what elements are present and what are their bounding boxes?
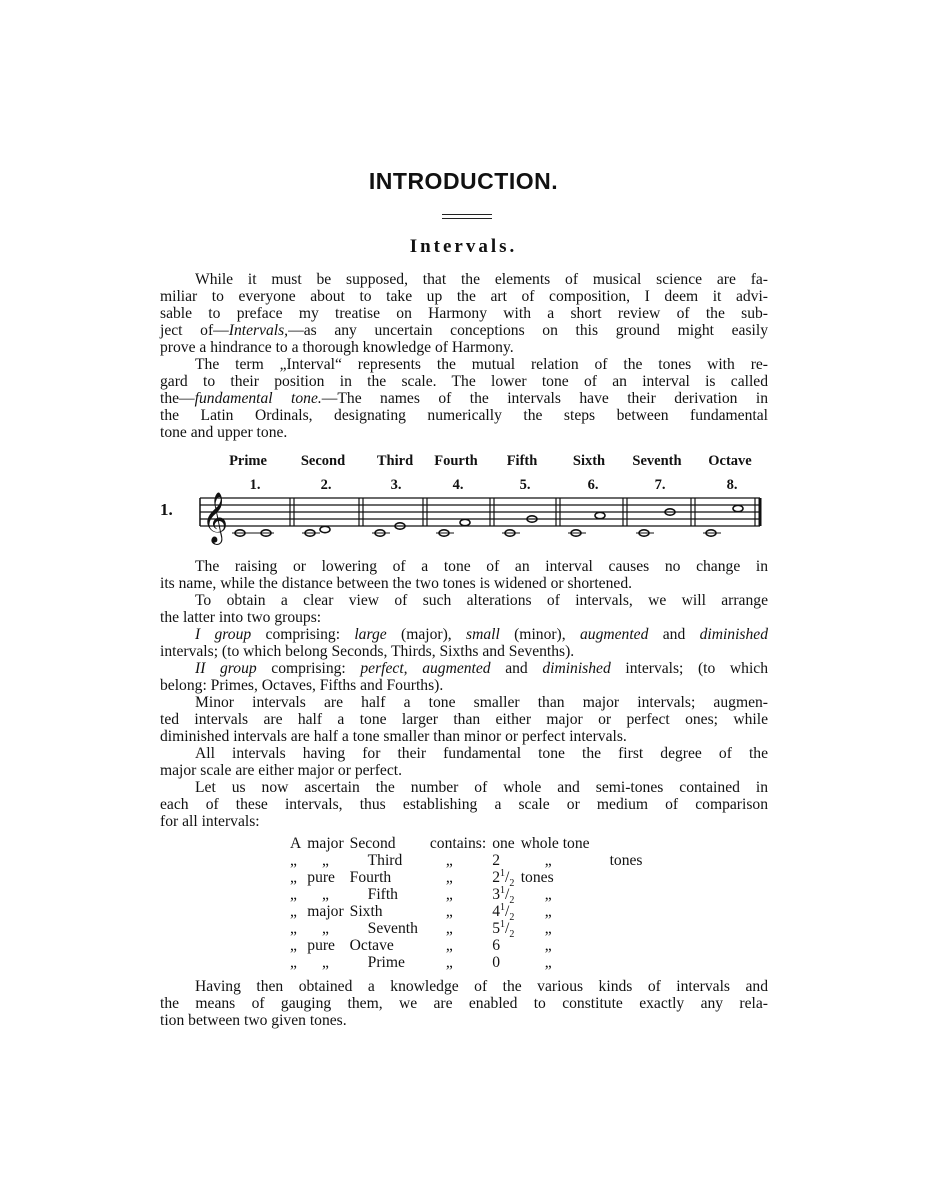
interval-name: Fifth — [506, 453, 538, 469]
text-line: Minor intervals are half a tone smaller than major intervals; augmen- — [195, 694, 768, 711]
paragraph-2 — [160, 356, 768, 441]
example-number: 1. — [160, 500, 173, 519]
staff-notation — [160, 450, 780, 560]
text-line: To obtain a clear view of such alterations of intervals, we will arrange — [195, 592, 768, 609]
paragraph-8 — [160, 745, 768, 779]
text-line: tion between two given tones. — [160, 1012, 347, 1029]
table-row: „ pure Octave „ 6 „ — [290, 937, 552, 954]
paragraph-1 — [160, 271, 768, 356]
interval-table — [290, 835, 649, 971]
table-row: „ „ Prime „ 0 „ — [290, 954, 552, 971]
interval-name: Prime — [229, 453, 267, 469]
paragraph-7 — [160, 694, 768, 745]
interval-number: 7. — [654, 477, 666, 493]
paragraph-4 — [160, 592, 768, 626]
table-row: „ pure Fourth „ $2^1/_2$ tones — [290, 867, 554, 890]
interval-number: 4. — [452, 477, 464, 493]
text-line: the—fundamental tone.—The names of the intervals have their derivation in — [160, 390, 768, 407]
interval-name: Fourth — [434, 453, 478, 469]
text-line: intervals; (to which belong Seconds, Thirds, Sixths and Sevenths). — [160, 643, 575, 660]
text-line: its name, while the distance between the two tones is widened or shortened. — [160, 575, 633, 592]
text-line: for all intervals: — [160, 813, 260, 830]
table-row: „ „ Third „ 2 „ tones — [290, 852, 643, 869]
text-line: All intervals having for their fundamental tone the first degree of the — [195, 745, 768, 762]
text-line: miliar to everyone about to take up the art of composition, I deem it advi- — [160, 288, 768, 305]
title-divider-2 — [442, 218, 492, 219]
interval-name: Seventh — [632, 453, 682, 469]
interval-name: Octave — [708, 453, 752, 469]
paragraph-6 — [160, 660, 768, 694]
section-heading: Intervals. — [409, 236, 518, 257]
interval-name: Second — [300, 453, 346, 469]
page-title: INTRODUCTION. — [368, 168, 559, 194]
text-line: the means of gauging them, we are enabled to constitute exactly any rela- — [160, 995, 768, 1012]
text-line: prove a hindrance to a thorough knowledge of Harmony. — [160, 339, 514, 356]
treble-clef-icon: 𝄞 — [202, 492, 229, 543]
table-row: A major Second contains: one whole tone — [290, 835, 590, 852]
interval-number: 2. — [320, 477, 332, 493]
text-line: Having then obtained a knowledge of the various kinds of intervals and — [195, 978, 768, 995]
paragraph-3 — [160, 558, 768, 592]
title-divider — [442, 214, 492, 215]
table-row: „ major Sixth „ $4^1/_2$ „ — [290, 901, 552, 924]
table-row: „ „ Seventh „ $5^1/_2$ „ — [290, 918, 552, 941]
paragraph-10 — [160, 978, 768, 1029]
interval-number: 8. — [726, 477, 738, 493]
interval-number: 6. — [587, 477, 599, 493]
text-line: the latter into two groups: — [160, 609, 322, 626]
text-line: the Latin Ordinals, designating numerically the steps between fundamental — [160, 407, 768, 424]
paragraph-5 — [160, 626, 768, 660]
text-line: ject of—Intervals,—as any uncertain conceptions on this ground might easily — [160, 322, 768, 339]
text-line: ted intervals are half a tone larger than either major or perfect ones; while — [160, 711, 768, 728]
text-line: belong: Primes, Octaves, Fifths and Fourths). — [160, 677, 444, 694]
text-line: The raising or lowering of a tone of an interval causes no change in — [195, 558, 768, 575]
text-line: The term „Interval“ represents the mutual relation of the tones with re- — [195, 356, 768, 373]
text-line: II group comprising: perfect, augmented and diminished intervals; (to which — [195, 660, 769, 677]
interval-name: Sixth — [572, 453, 606, 469]
table-row: „ „ Fifth „ $3^1/_2$ „ — [290, 884, 552, 907]
paragraph-9 — [160, 779, 768, 830]
interval-name: Third — [376, 453, 414, 469]
text-line: sable to preface my treatise on Harmony with a short review of the sub- — [160, 305, 768, 322]
text-line: gard to their position in the scale. The lower tone of an interval is called — [160, 373, 768, 390]
music-example — [160, 450, 780, 560]
interval-number: 1. — [249, 477, 261, 493]
text-line: While it must be supposed, that the elements of musical science are fa- — [195, 271, 768, 288]
interval-number: 3. — [390, 477, 402, 493]
text-line: each of these intervals, thus establishing a scale or medium of comparison — [160, 796, 768, 813]
text-line: diminished intervals are half a tone smaller than minor or perfect intervals. — [160, 728, 627, 745]
text-line: major scale are either major or perfect. — [160, 762, 403, 779]
text-line: Let us now ascertain the number of whole and semi-tones contained in — [195, 779, 768, 796]
interval-number: 5. — [519, 477, 531, 493]
text-line: I group comprising: large (major), small (minor), augmented and diminished — [195, 626, 768, 643]
text-line: tone and upper tone. — [160, 424, 288, 441]
